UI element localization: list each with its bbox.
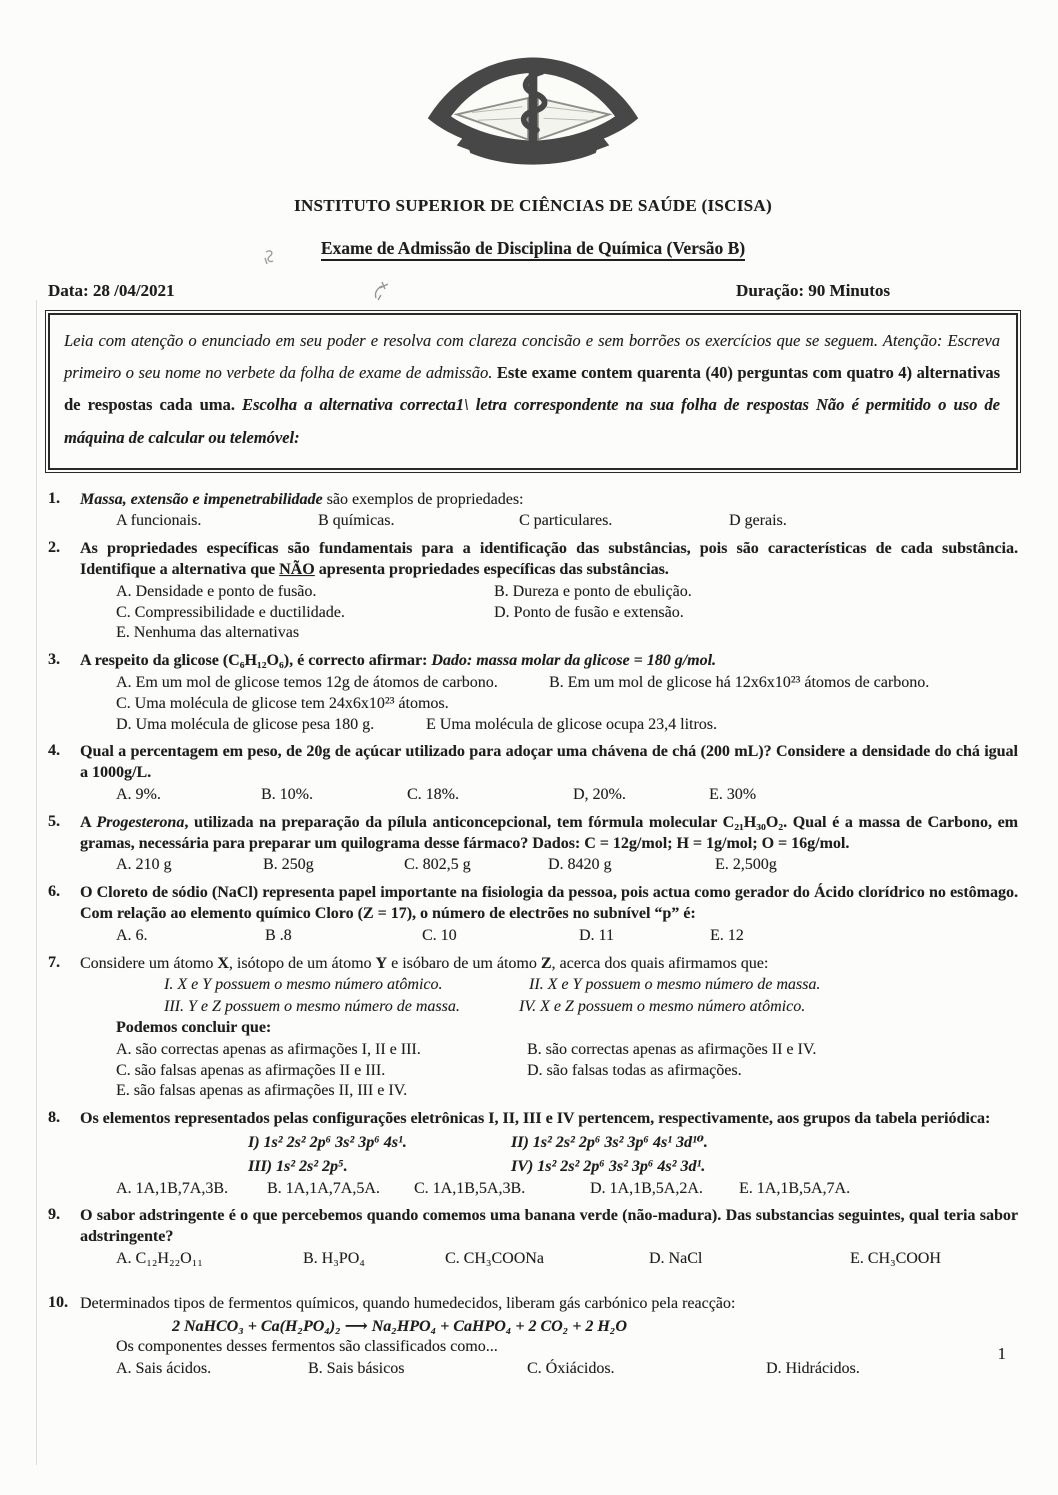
option: B. Em um mol de glicose há 12x6x10²³ átomos de carbono. xyxy=(549,674,930,692)
option: C. 10 xyxy=(422,926,457,944)
statements-row xyxy=(164,975,1018,996)
option: D. Uma molécula de glicose pesa 180 g. xyxy=(116,715,375,733)
question-number: 8. xyxy=(48,1109,60,1127)
option: C. 802,5 g xyxy=(404,856,471,874)
electron-configs-row xyxy=(248,1133,1018,1154)
question-text: Massa, extensão e impenetrabilidade são exemplos de propriedades: xyxy=(80,490,524,508)
question-text: O Cloreto de sódio (NaCl) representa papel importante na fisiologia da pessoa, pois actua como gerador do Ácido clorídrico no estômago. Com relação ao elemento químico Cloro (Z = 17), o número de electrões no subnível “p” é: xyxy=(80,884,1018,923)
options-grid xyxy=(116,1040,1018,1102)
question-number: 6. xyxy=(48,883,60,901)
option: A. Em um mol de glicose temos 12g de átomos de carbono. xyxy=(116,674,498,692)
options-row xyxy=(116,926,1018,947)
drug-name: Progesterona xyxy=(96,813,185,831)
option: E Uma molécula de glicose ocupa 23,4 litros. xyxy=(426,715,718,733)
option: A. 210 g xyxy=(116,856,172,874)
followup-text: Os componentes desses fermentos são classificados como... xyxy=(116,1338,498,1356)
options-row xyxy=(116,855,1018,876)
question-5 xyxy=(48,813,1018,876)
option: A. Densidade e ponto de fusão. xyxy=(116,582,317,600)
question-number: 10. xyxy=(48,1293,68,1311)
option: D. Hidrácidos. xyxy=(766,1360,860,1378)
statement: II. X e Y possuem o mesmo número de massa. xyxy=(529,976,821,994)
given-data: Dado: massa molar da glicose = 180 g/mol. xyxy=(431,652,717,670)
option: A. 6. xyxy=(116,926,148,944)
instructions-box xyxy=(48,313,1018,470)
option: B químicas. xyxy=(318,512,395,530)
options-grid xyxy=(116,673,1018,735)
instructions-part3: Escolha a alternativa correcta1\ letra correspondente na sua folha de respostas Não é permitido o uso de máquina de calcular ou telemóvel: xyxy=(64,395,1000,447)
option: A. C₁₂H₂₂O₁₁ xyxy=(116,1249,203,1267)
question-number: 2. xyxy=(48,539,60,557)
option: D. 1A,1B,5A,2A. xyxy=(590,1179,703,1197)
question-text: A respeito da glicose (C₆H₁₂O₆), é correcto afirmar: Dado: massa molar da glicose = 180 g/mol. xyxy=(80,652,717,670)
question-number: 4. xyxy=(48,742,60,760)
question-9 xyxy=(48,1206,1018,1269)
option: E. 2,500g xyxy=(715,856,777,874)
question-10 xyxy=(48,1294,1018,1380)
statement: IV. X e Z possuem o mesmo número atômico. xyxy=(519,998,806,1016)
option: D gerais. xyxy=(729,512,787,530)
option: B. Dureza e ponto de ebulição. xyxy=(494,582,692,600)
option: E. são falsas apenas as afirmações II, III e IV. xyxy=(116,1082,408,1100)
exam-duration: Duração: 90 Minutos xyxy=(736,281,890,300)
question-number: 7. xyxy=(48,953,60,971)
electron-config: IV) 1s² 2s² 2p⁶ 3s² 3p⁶ 4s² 3d¹. xyxy=(511,1157,706,1175)
question-7 xyxy=(48,954,1018,1103)
option: C particulares. xyxy=(519,512,613,530)
question-number: 9. xyxy=(48,1206,60,1224)
instructions-part2: Este exame contem quarenta (40) perguntas com quatro 4) alternativas de respostas cada uma. xyxy=(64,363,1001,415)
option: B. Sais básicos xyxy=(308,1360,405,1378)
option: C. CH₃COONa xyxy=(445,1249,544,1267)
option: C. 18%. xyxy=(407,786,459,804)
option: A. 1A,1B,7A,3B. xyxy=(116,1179,229,1197)
iscisa-caduceus-book-logo-icon xyxy=(422,52,644,174)
question-text: As propriedades específicas são fundamentais para a identificação das substâncias, pois são características de cada substância. Identifique a alternativa que NÃO apresenta propriedades específicas das substâncias. xyxy=(80,540,1018,579)
option: E. 30% xyxy=(709,786,757,804)
option: E. 1A,1B,5A,7A. xyxy=(739,1179,851,1197)
options-row xyxy=(116,1179,1018,1200)
option: A. 9%. xyxy=(116,786,161,804)
option: B .8 xyxy=(265,926,292,944)
option: B. 10%. xyxy=(261,786,313,804)
question-number: 1. xyxy=(48,489,60,507)
question-1 xyxy=(48,490,1018,533)
options-grid xyxy=(116,582,1018,644)
question-6 xyxy=(48,883,1018,946)
electron-config: III) 1s² 2s² 2p⁵. xyxy=(248,1157,348,1175)
institute-title: INSTITUTO SUPERIOR DE CIÊNCIAS DE SAÚDE (ISCISA) xyxy=(294,196,772,215)
option: E. Nenhuma das alternativas xyxy=(116,624,300,642)
option: B. H₃PO₄ xyxy=(303,1249,365,1267)
question-number: 3. xyxy=(48,651,60,669)
pencil-mark xyxy=(262,248,280,268)
option: C. Óxiácidos. xyxy=(527,1360,615,1378)
question-text: Considere um átomo X, isótopo de um átomo Y e isóbaro de um átomo Z, acerca dos quais afirmamos que: xyxy=(80,954,769,972)
question-2 xyxy=(48,539,1018,644)
question-text: Qual a percentagem em peso, de 20g de açúcar utilizado para adoçar uma chávena de chá (200 mL)? Considere a densidade do chá igual a 1000g/L. xyxy=(80,743,1018,782)
option: D. NaCl xyxy=(649,1249,703,1267)
logo-container xyxy=(48,0,1018,174)
statements-row xyxy=(164,997,1018,1018)
pencil-mark xyxy=(368,278,394,302)
exam-title: Exame de Admissão de Disciplina de Química (Versão B) xyxy=(48,238,1018,259)
options-row xyxy=(116,511,1018,532)
option: B. 250g xyxy=(263,856,314,874)
option: E. CH₃COOH xyxy=(850,1249,941,1267)
conclude-label: Podemos concluir que: xyxy=(116,1019,272,1037)
question-text: A Progesterona, utilizada na preparação da pílula anticoncepcional, tem fórmula molecular C₂₁H₃₀O₂. Qual é a massa de Carbono, em gramas, necessária para preparar um quilograma desse fármaco? Dados: C = 12g/mol; H = 1g/mol; O = 16g/mol. xyxy=(80,813,1019,852)
statement: III. Y e Z possuem o mesmo número de massa. xyxy=(164,998,460,1016)
question-text: Os elementos representados pelas configurações eletrônicas I, II, III e IV pertencem, respectivamente, aos grupos da tabela periódica: xyxy=(80,1110,991,1128)
option: C. Uma molécula de glicose tem 24x6x10²³ átomos. xyxy=(116,694,449,712)
question-text: Determinados tipos de fermentos químicos, quando humedecidos, liberam gás carbónico pela reacção: xyxy=(80,1294,736,1312)
options-row xyxy=(116,1359,1018,1380)
option: B. 1A,1A,7A,5A. xyxy=(267,1179,380,1197)
option: C. Compressibilidade e ductilidade. xyxy=(116,603,345,621)
questions-list xyxy=(48,490,1018,1380)
scan-edge-artifact xyxy=(36,300,37,1465)
chemical-reaction: 2 NaHCO₃ + Ca(H₂PO₄)₂ ⟶ Na₂HPO₄ + CaHPO₄ + 2 CO₂ + 2 H₂O xyxy=(172,1317,627,1335)
option: D. Ponto de fusão e extensão. xyxy=(494,603,684,621)
option: D. 11 xyxy=(579,926,614,944)
question-8 xyxy=(48,1109,1018,1199)
exam-date: Data: 28 /04/2021 xyxy=(48,281,175,300)
electron-configs-row xyxy=(248,1157,1018,1178)
option: C. 1A,1B,5A,3B. xyxy=(414,1179,526,1197)
option: D. 8420 g xyxy=(548,856,612,874)
electron-config: I) 1s² 2s² 2p⁶ 3s² 3p⁶ 4s¹. xyxy=(248,1134,407,1151)
option: A. são correctas apenas as afirmações I, II e III. xyxy=(116,1040,421,1058)
option: C. são falsas apenas as afirmações II e III. xyxy=(116,1061,386,1079)
statement: I. X e Y possuem o mesmo número atômico. xyxy=(164,976,443,994)
option: D, 20%. xyxy=(573,786,626,804)
option: D. são falsas todas as afirmações. xyxy=(527,1061,742,1079)
option: A funcionais. xyxy=(116,512,202,530)
question-3 xyxy=(48,651,1018,735)
question-number: 5. xyxy=(48,812,60,830)
options-row xyxy=(116,785,1018,806)
question-4 xyxy=(48,742,1018,805)
option: E. 12 xyxy=(710,926,744,944)
date-duration-row xyxy=(48,281,1018,301)
page-number: 1 xyxy=(997,1344,1006,1363)
electron-config: II) 1s² 2s² 2p⁶ 3s² 3p⁶ 4s¹ 3d¹⁰. xyxy=(511,1134,708,1151)
question-text: O sabor adstringente é o que percebemos quando comemos uma banana verde (não-madura). Das substancias seguintes, qual teria sabor adstringente? xyxy=(80,1207,1018,1246)
option: A. Sais ácidos. xyxy=(116,1360,212,1378)
instructions-part1: Leia com atenção o enunciado em seu poder e resolva com clareza concisão e sem borrões os exercícios que se seguem. Atenção: Escreva primeiro o seu nome no verbete da folha de exame de admissão. xyxy=(64,331,1000,383)
option: B. são correctas apenas as afirmações II e IV. xyxy=(527,1040,817,1058)
options-row xyxy=(116,1249,1018,1270)
